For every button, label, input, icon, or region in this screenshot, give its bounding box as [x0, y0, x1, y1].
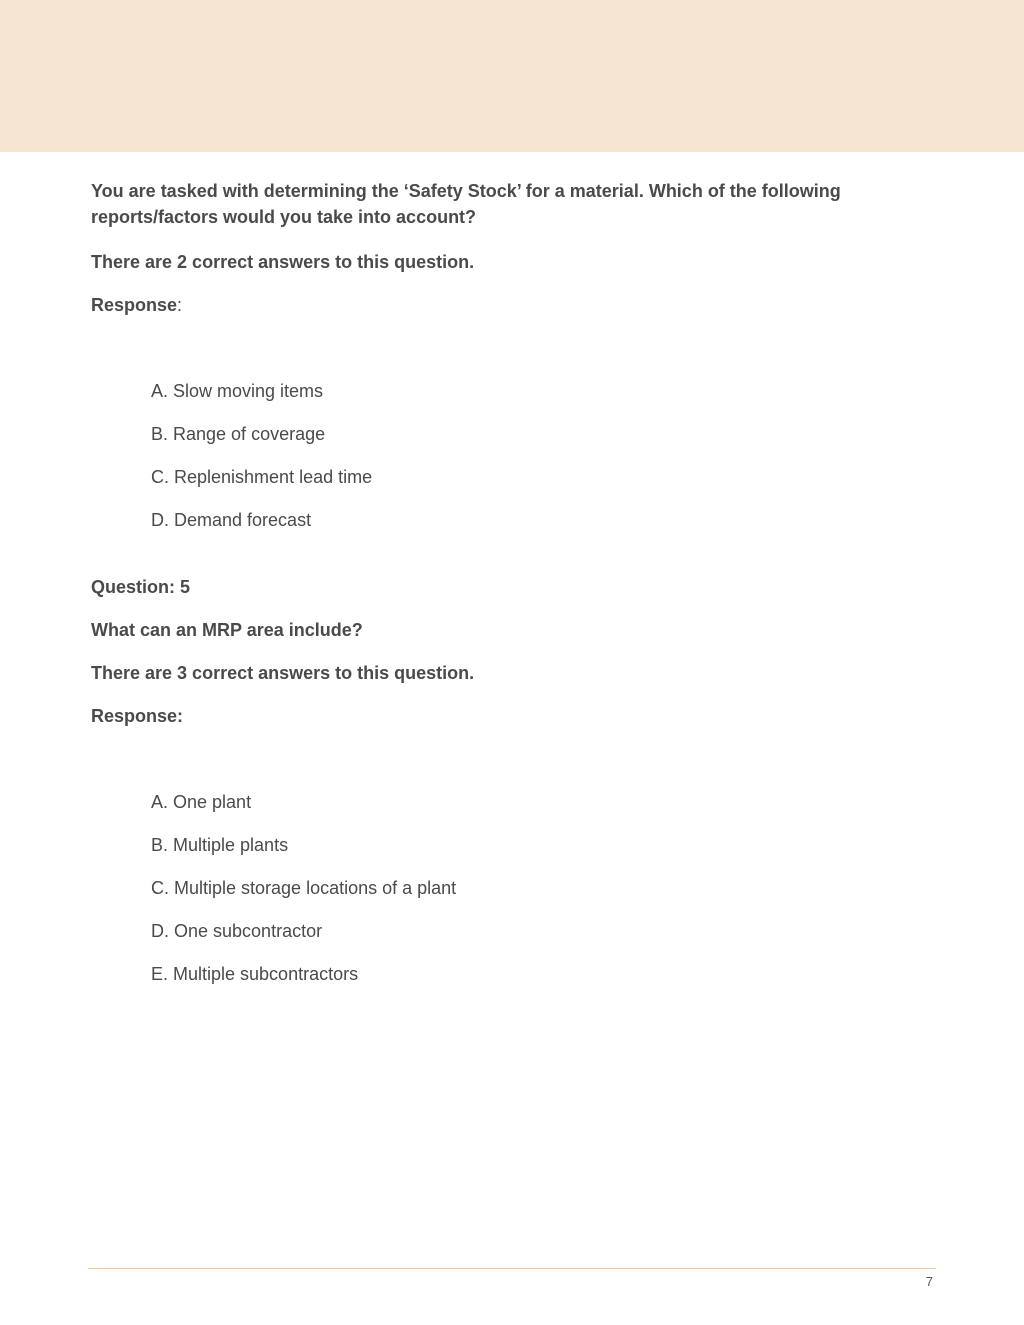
footer-divider: [88, 1268, 936, 1269]
response-colon: :: [177, 295, 183, 315]
option-item: D. Demand forecast: [151, 510, 312, 530]
question-4-answers-note: There are 2 correct answers to this question.: [91, 252, 475, 272]
page-content: [91, 178, 951, 1005]
option-item: B. Range of coverage: [151, 424, 326, 444]
question-4-options: [91, 379, 951, 532]
option-item: A. One plant: [151, 792, 252, 812]
option-item: C. Multiple storage locations of a plant: [151, 878, 457, 898]
response-word: Response: [91, 706, 178, 726]
option-item: A. Slow moving items: [151, 381, 324, 401]
question-4-prompt: You are tasked with determining the ‘Safety Stock’ for a material. Which of the following reports/factors would you take into account?: [91, 181, 841, 227]
question-5-options: [91, 790, 951, 986]
question-5-prompt: What can an MRP area include?: [91, 620, 363, 640]
option-item: D. One subcontractor: [151, 921, 323, 941]
option-item: E. Multiple subcontractors: [151, 964, 359, 984]
question-5-heading: Question: 5: [91, 577, 191, 597]
option-item: B. Multiple plants: [151, 835, 289, 855]
question-5-answers-note: There are 3 correct answers to this question.: [91, 663, 475, 683]
response-word: Response: [91, 295, 178, 315]
option-item: C. Replenishment lead time: [151, 467, 373, 487]
header-band: [0, 0, 1024, 152]
question-4-response-label: [91, 293, 951, 317]
question-5-response-label: [91, 704, 951, 728]
response-colon: :: [177, 706, 184, 726]
page-number: 7: [925, 1274, 933, 1289]
